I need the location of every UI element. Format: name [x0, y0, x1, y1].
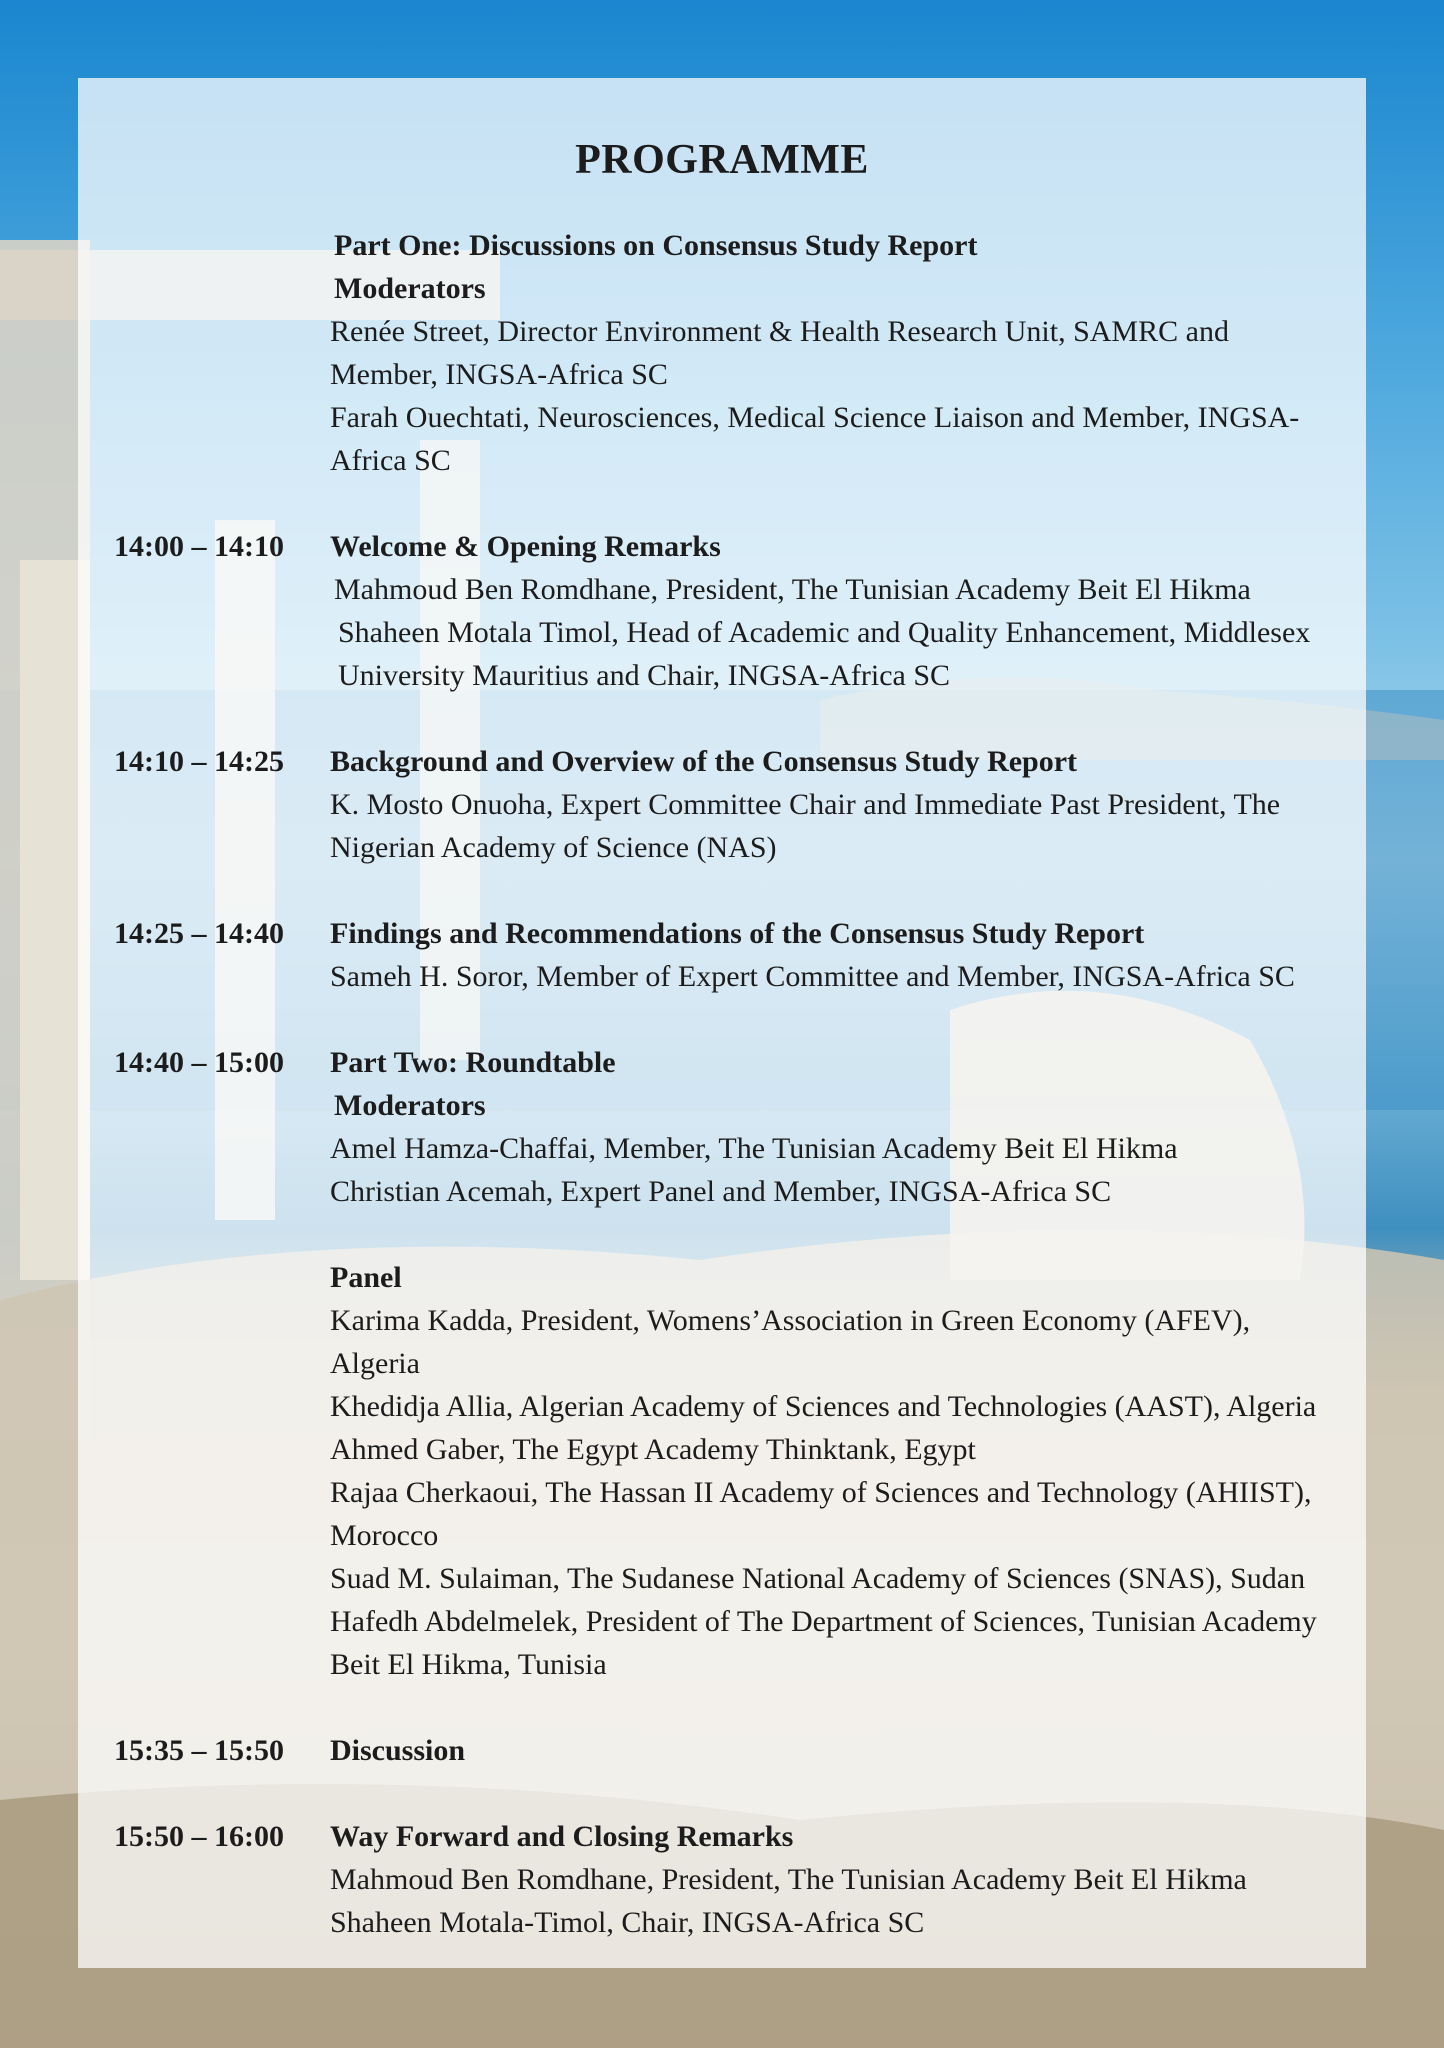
session-findings — [114, 912, 1344, 998]
session-line: Amel Hamza-Chaffai, Member, The Tunisian Academy Beit El Hikma — [330, 1132, 1178, 1165]
session-background — [114, 740, 1344, 869]
panel-line: Hafedh Abdelmelek, President of The Department of Sciences, Tunisian Academy — [330, 1605, 1317, 1638]
panel-line: Rajaa Cherkaoui, The Hassan II Academy of Sciences and Technology (AHIIST), — [330, 1476, 1312, 1509]
panel-line: Khedidja Allia, Algerian Academy of Sciences and Technologies (AAST), Algeria — [330, 1390, 1317, 1423]
session-time: 14:00 – 14:10 — [114, 530, 284, 563]
session-line: University Mauritius and Chair, INGSA-Africa SC — [338, 659, 951, 692]
session-heading: Findings and Recommendations of the Consensus Study Report — [330, 917, 1145, 950]
session-line: Mahmoud Ben Romdhane, President, The Tunisian Academy Beit El Hikma — [334, 573, 1251, 606]
session-heading: Discussion — [330, 1734, 466, 1767]
session-roundtable — [114, 1041, 1344, 1686]
session-line: K. Mosto Onuoha, Expert Committee Chair and Immediate Past President, The — [330, 788, 1281, 821]
session-closing — [114, 1815, 1344, 1944]
session-line: Shaheen Motala-Timol, Chair, INGSA-Africa SC — [330, 1906, 925, 1939]
panel-label: Panel — [330, 1261, 402, 1294]
session-heading: Way Forward and Closing Remarks — [330, 1820, 794, 1853]
part-one-moderators-label: Moderators — [334, 272, 486, 305]
part-one-line: Renée Street, Director Environment & Health Research Unit, SAMRC and — [330, 315, 1229, 348]
session-line: Shaheen Motala Timol, Head of Academic and Quality Enhancement, Middlesex — [338, 616, 1311, 649]
session-time: 14:40 – 15:00 — [114, 1046, 284, 1079]
part-one-heading: Part One: Discussions on Consensus Study Report — [334, 229, 978, 262]
session-line: Nigerian Academy of Science (NAS) — [330, 831, 777, 864]
panel-line: Karima Kadda, President, Womens’Association in Green Economy (AFEV), Algeria — [330, 1304, 1251, 1380]
session-line: Mahmoud Ben Romdhane, President, The Tunisian Academy Beit El Hikma — [330, 1863, 1247, 1896]
panel-line: Ahmed Gaber, The Egypt Academy Thinktank, Egypt — [330, 1433, 976, 1466]
session-heading: Background and Overview of the Consensus Study Report — [330, 745, 1078, 778]
part-one-section — [114, 224, 1344, 482]
part-one-line: Member, INGSA-Africa SC — [330, 358, 668, 391]
panel-line: Suad M. Sulaiman, The Sudanese National Academy of Sciences (SNAS), Sudan — [330, 1562, 1306, 1595]
page-title: PROGRAMME — [575, 137, 869, 183]
session-line: Christian Acemah, Expert Panel and Member, INGSA-Africa SC — [330, 1175, 1112, 1208]
session-time: 14:25 – 14:40 — [114, 917, 284, 950]
session-welcome — [114, 525, 1344, 697]
panel-line: Morocco — [330, 1519, 439, 1552]
programme-content — [114, 224, 1344, 1944]
programme-panel — [78, 78, 1366, 1968]
part-one-line: Farah Ouechtati, Neurosciences, Medical Science Liaison and Member, INGSA- — [330, 401, 1300, 434]
session-discussion — [114, 1729, 1344, 1772]
session-time: 15:50 – 16:00 — [114, 1820, 284, 1853]
roundtable-moderators-label: Moderators — [334, 1089, 486, 1122]
session-time: 14:10 – 14:25 — [114, 745, 284, 778]
session-line: Sameh H. Soror, Member of Expert Committee and Member, INGSA-Africa SC — [330, 960, 1295, 993]
session-time: 15:35 – 15:50 — [114, 1734, 284, 1767]
session-heading: Welcome & Opening Remarks — [330, 530, 721, 563]
session-heading: Part Two: Roundtable — [330, 1046, 616, 1079]
panel-line: Beit El Hikma, Tunisia — [330, 1648, 607, 1681]
part-one-line: Africa SC — [330, 444, 451, 477]
